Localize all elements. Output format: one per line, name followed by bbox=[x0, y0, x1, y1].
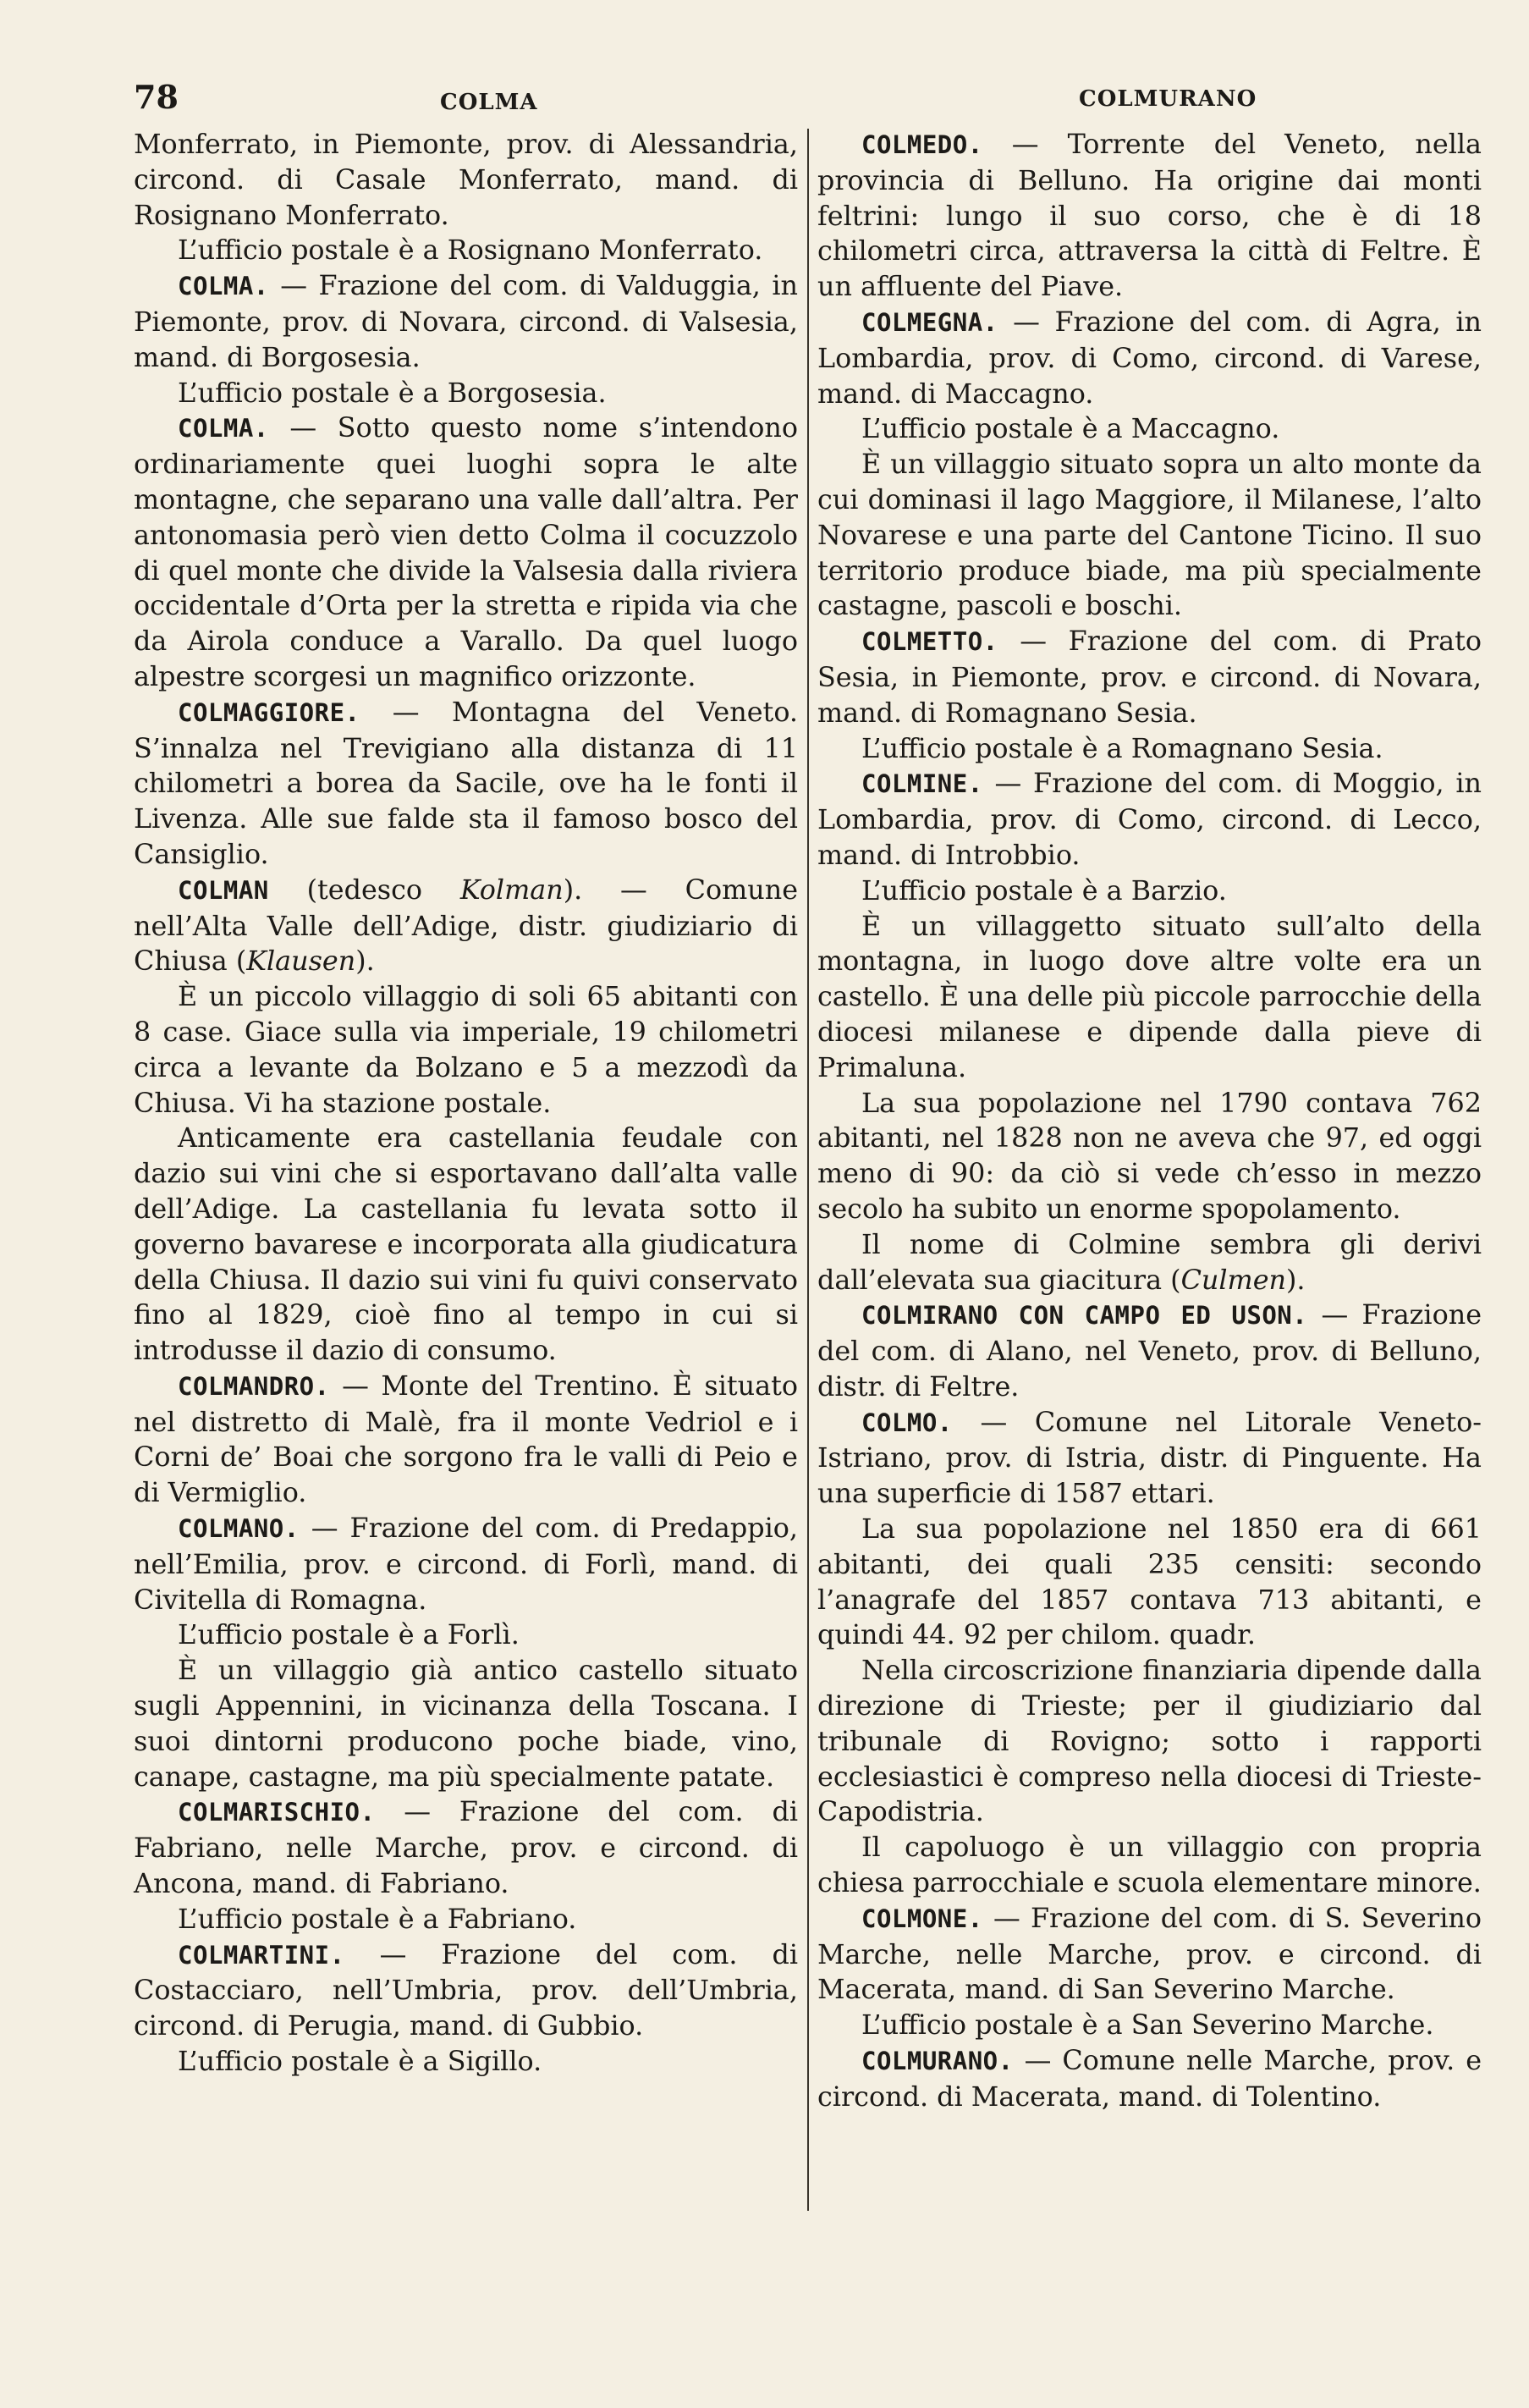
paragraph bbox=[817, 1227, 1482, 1298]
entry-colmarischio bbox=[134, 1794, 798, 1901]
entry-headword: COLMURANO. bbox=[861, 2047, 1014, 2076]
paragraph: L’ufficio postale è a Borgosesia. bbox=[178, 377, 607, 409]
entry-headword: COLMEDO. bbox=[861, 130, 983, 159]
entry-headword: COLMANO. bbox=[178, 1514, 300, 1544]
page-number: 78 bbox=[134, 78, 179, 116]
entry-text: — Frazione del com. di Costacciaro, nell’Umbria, prov. dell’Umbria, circond. di Perugia, mand. di Gubbio. bbox=[134, 1938, 798, 2042]
paragraph: L’ufficio postale è a San Severino Marche. bbox=[861, 2009, 1434, 2042]
entry-headword: COLMO. bbox=[861, 1408, 953, 1437]
entry-colmartini bbox=[134, 1937, 798, 2044]
paragraph: Il capoluogo è un villaggio con propria chiesa parrocchiale e scuola elementare minore. bbox=[817, 1832, 1482, 1899]
paragraph: È un villaggio già antico castello situato sugli Appennini, in vicinanza della Toscana. I suoi dintorni producono poche biade, vino, canape, castagne, ma più specialmente patate. bbox=[134, 1655, 798, 1793]
entry-colma-2 bbox=[134, 411, 798, 694]
entry-colmurano bbox=[817, 2043, 1482, 2115]
running-head-right: COLMURANO bbox=[1079, 86, 1257, 112]
entry-text: — Frazione del com. di Predappio, nell’Emilia, prov. e circond. di Forlì, mand. di Civitella di Romagna. bbox=[134, 1513, 799, 1616]
entry-text: — Frazione del com. di S. Severino Marche, nelle Marche, prov. e circond. di Macerata, mand. di San Severino Marche. bbox=[817, 1902, 1482, 2006]
entry-text: — Sotto questo nome s’intendono ordinariamente quei luoghi sopra le alte montagne, che separano una valle dall’altra. Per antonomasia però vien detto Colma il cocuzzolo di quel monte che divide la Valsesia dalla riviera occidentale d’Orta per la stretta e ripida via che da Airola conduce a Varallo. Da quel luogo alpestre scorgesi un magnifico orizzonte. bbox=[134, 412, 798, 692]
entry-text: — Frazione del com. di Alano, nel Veneto, prov. di Belluno, distr. di Feltre. bbox=[817, 1299, 1482, 1402]
entry-colmaggiore bbox=[134, 695, 798, 873]
entry-text: — Comune nel Litorale Veneto-Istriano, prov. di Istria, distr. di Pinguente. Ha una superficie di 1587 ettari. bbox=[817, 1406, 1482, 1510]
entry-colmandro bbox=[134, 1369, 798, 1511]
entry-text: — Monte del Trentino. È situato nel distretto di Malè, fra il monte Vedriol e i Corni de’ Boai che sorgono fra le valli di Peio e di Vermiglio. bbox=[134, 1369, 799, 1509]
entry-text: (tedesco bbox=[306, 873, 423, 906]
entry-text: — Frazione del com. di Prato Sesia, in Piemonte, prov. e circond. di Novara, mand. di Romagnano Sesia. bbox=[817, 625, 1482, 729]
entry-headword: COLMARTINI. bbox=[178, 1940, 345, 1970]
entry-headword: COLMEGNA. bbox=[861, 307, 998, 337]
paragraph: È un villaggetto situato sull’alto della montagna, in luogo dove altre volte era un castello. È una delle più piccole parrocchie della diocesi milanese e dipende dalla pieve di Primaluna. bbox=[817, 910, 1482, 1083]
page-header bbox=[134, 78, 1394, 129]
entry-headword: COLMA. bbox=[178, 272, 269, 301]
entry-colmirano bbox=[817, 1298, 1482, 1404]
entry-colmedo bbox=[817, 127, 1482, 305]
paragraph: Monferrato, in Piemonte, prov. di Alessandria, circond. di Casale Monferrato, mand. di Rosignano Monferrato. bbox=[134, 129, 798, 231]
paragraph: È un villaggio situato sopra un alto monte da cui dominasi il lago Maggiore, il Milanese, l’alto Novarese e una parte del Cantone Ticino. Il suo territorio produce biade, ma più specialmente castagne, pascoli e boschi. bbox=[817, 449, 1482, 622]
entry-headword: COLMIRANO CON CAMPO ED USON. bbox=[861, 1301, 1308, 1331]
entry-colma-1 bbox=[134, 268, 798, 375]
entry-italic: Klausen bbox=[246, 945, 356, 978]
entry-text: — Torrente del Veneto, nella provincia di Belluno. Ha origine dai monti feltrini: lungo il suo corso, che è di 18 chilometri circa, attraversa la città di Feltre. È un affluente del Piave. bbox=[817, 129, 1482, 303]
running-head-left: COLMA bbox=[440, 90, 538, 115]
entry-headword: COLMAGGIORE. bbox=[178, 697, 360, 727]
entry-headword: COLMANDRO. bbox=[178, 1371, 330, 1401]
entry-colmine bbox=[817, 766, 1482, 873]
paragraph: L’ufficio postale è a Fabriano. bbox=[178, 1903, 577, 1935]
entry-colmetto bbox=[817, 624, 1482, 730]
entry-colmone bbox=[817, 1901, 1482, 2008]
left-column bbox=[134, 127, 798, 2080]
entry-text: — Frazione del com. di Moggio, in Lombardia, prov. di Como, circond. di Lecco, mand. di Introbbio. bbox=[817, 768, 1482, 871]
entry-colmano bbox=[134, 1511, 798, 1617]
paragraph: L’ufficio postale è a Romagnano Sesia. bbox=[861, 732, 1383, 764]
entry-headword: COLMAN bbox=[178, 875, 269, 905]
entry-text: ). bbox=[355, 945, 375, 978]
entry-headword: COLMETTO. bbox=[861, 627, 998, 657]
paragraph: Anticamente era castellania feudale con dazio sui vini che si esportavano dall’alta valle dell’Adige. La castellania fu levata sotto il governo bavarese e incorporata alla giudicatura della Chiusa. Il dazio sui vini fu quivi conservato fino al 1829, cioè fino al tempo in cui si introdusse il dazio di consumo. bbox=[134, 1122, 798, 1367]
entry-headword: COLMARISCHIO. bbox=[178, 1798, 376, 1827]
entry-text: — Frazione del com. di Agra, in Lombardia, prov. di Como, circond. di Varese, mand. di Maccagno. bbox=[817, 306, 1482, 410]
entry-colman bbox=[134, 873, 798, 979]
entry-text: — Montagna del Veneto. S’innalza nel Trevigiano alla distanza di 11 chilometri a borea da Sacile, ove ha le fonti il Livenza. Alle sue falde sta il famoso bosco del Cansiglio. bbox=[134, 696, 799, 870]
paragraph: L’ufficio postale è a Forlì. bbox=[178, 1619, 520, 1651]
paragraph: La sua popolazione nel 1790 contava 762 abitanti, nel 1828 non ne aveva che 97, ed oggi meno di 90: da ciò si vede ch’esso in mezzo secolo ha subito un enorme spopolamento. bbox=[817, 1087, 1482, 1225]
paragraph: L’ufficio postale è a Sigillo. bbox=[178, 2046, 542, 2078]
paragraph: La sua popolazione nel 1850 era di 661 abitanti, dei quali 235 censiti: secondo l’anagrafe del 1857 contava 713 abitanti, e quindi 44. 92 per chilom. quadr. bbox=[817, 1513, 1482, 1651]
paragraph: Nella circoscrizione finanziaria dipende dalla direzione di Trieste; per il giudiziario dal tribunale di Rovigno; sotto i rapporti ecclesiastici è compreso nella diocesi di Trieste-Capodistria. bbox=[817, 1655, 1482, 1828]
paragraph: È un piccolo villaggio di soli 65 abitanti con 8 case. Giace sulla via imperiale, 19 chilometri circa a levante da Bolzano e 5 a mezzodì da Chiusa. Vi ha stazione postale. bbox=[134, 981, 798, 1119]
paragraph: L’ufficio postale è a Maccagno. bbox=[861, 413, 1280, 445]
entry-text: ). — Comune nell’Alta Valle dell’Adige, distr. giudiziario di Chiusa ( bbox=[134, 873, 799, 978]
paragraph-text: ). bbox=[1286, 1264, 1306, 1296]
entry-text: — Comune nelle Marche, prov. e circond. di Macerata, mand. di Tolentino. bbox=[817, 2045, 1482, 2113]
entry-text: — Frazione del com. di Valduggia, in Piemonte, prov. di Novara, circond. di Valsesia, mand. di Borgosesia. bbox=[134, 270, 798, 373]
entry-colmegna bbox=[817, 305, 1482, 411]
entry-italic: Culmen bbox=[1180, 1264, 1287, 1296]
right-column bbox=[817, 127, 1482, 2115]
entry-italic: Kolman bbox=[459, 873, 564, 906]
paragraph-text: Il nome di Colmine sembra gli derivi dall’elevata sua giacitura ( bbox=[817, 1228, 1482, 1296]
entry-headword: COLMONE. bbox=[861, 1904, 983, 1933]
entry-headword: COLMA. bbox=[178, 414, 269, 444]
paragraph: L’ufficio postale è a Rosignano Monferrato. bbox=[178, 234, 763, 267]
entry-colmo bbox=[817, 1405, 1482, 1512]
column-divider bbox=[807, 129, 809, 2211]
entry-headword: COLMINE. bbox=[861, 769, 983, 799]
paragraph: L’ufficio postale è a Barzio. bbox=[861, 874, 1227, 906]
entry-text: — Frazione del com. di Fabriano, nelle Marche, prov. e circond. di Ancona, mand. di Fabriano. bbox=[134, 1796, 798, 1900]
